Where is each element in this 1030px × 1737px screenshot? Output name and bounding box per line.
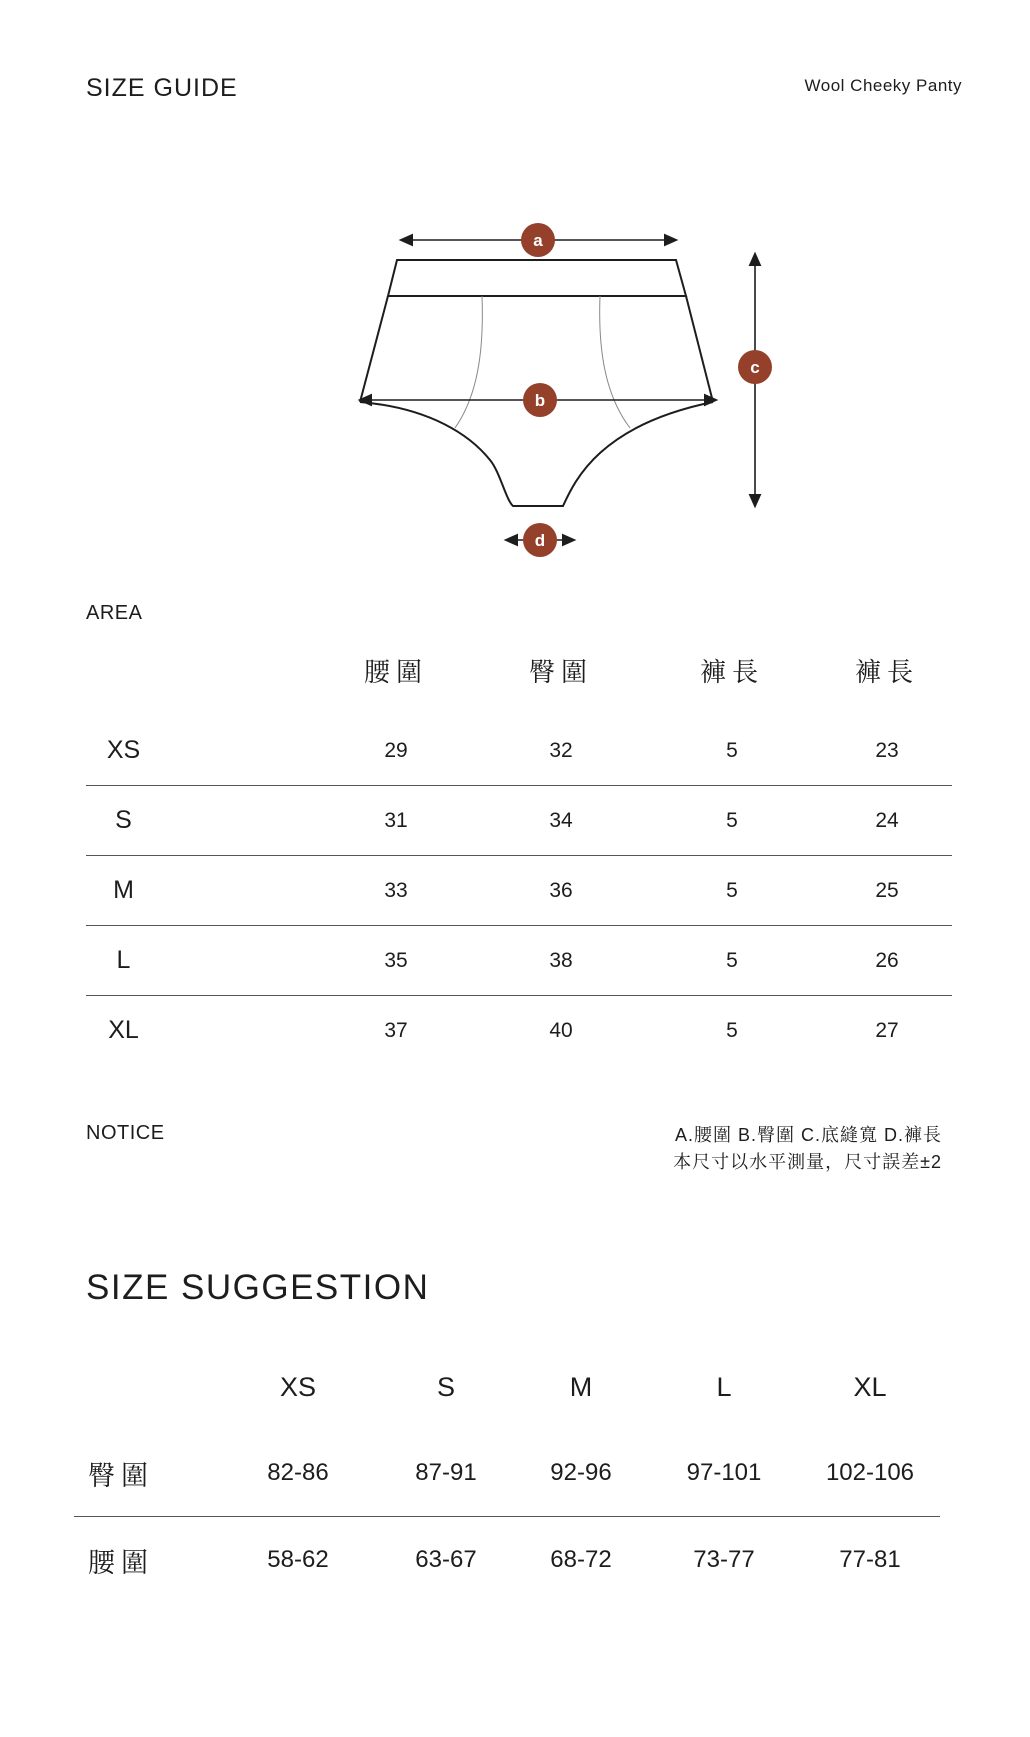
panty-diagram [0, 210, 1030, 570]
cell: 35 [384, 948, 408, 972]
size-label: S [115, 806, 132, 834]
size-label: XS [106, 736, 141, 764]
cell: 73-77 [693, 1546, 755, 1573]
size-header: XS [279, 1372, 317, 1402]
row-label: 臀圍 [88, 1460, 154, 1491]
cell: 27 [875, 1018, 899, 1042]
table-row [86, 786, 952, 856]
cell: 38 [549, 948, 573, 972]
marker-b-label: b [534, 391, 546, 410]
cell: 25 [875, 878, 899, 902]
table-row [74, 1517, 940, 1603]
area-col-length-d: 褲長 [854, 656, 919, 687]
cell: 23 [875, 738, 899, 762]
cell: 34 [549, 808, 573, 832]
notice-label: NOTICE [86, 1122, 165, 1144]
table-row [86, 926, 952, 996]
notice-text [673, 1122, 942, 1176]
area-col-length-c: 褲長 [699, 656, 764, 687]
table-row [86, 716, 952, 786]
size-header: S [436, 1372, 455, 1402]
size-header: M [569, 1372, 593, 1402]
page-title: SIZE GUIDE [86, 74, 238, 102]
cell: 92-96 [550, 1459, 612, 1486]
marker-a [521, 223, 555, 257]
size-header: L [716, 1372, 732, 1402]
size-label: L [116, 946, 131, 974]
area-table-header [86, 640, 952, 700]
cell: 77-81 [839, 1546, 901, 1573]
marker-c [738, 350, 772, 384]
size-label: M [113, 876, 134, 904]
area-col-waist: 腰圍 [363, 656, 428, 687]
cell: 58-62 [267, 1546, 329, 1573]
marker-a-label: a [533, 231, 543, 250]
cell: 63-67 [415, 1546, 477, 1573]
product-name: Wool Cheeky Panty [804, 76, 962, 95]
notice-line-2: 本尺寸以水平測量，尺寸誤差±2 [673, 1152, 942, 1172]
cell: 32 [549, 738, 573, 762]
suggestion-header [74, 1350, 940, 1430]
cell: 5 [726, 878, 738, 902]
notice-line-1: A.腰圍 B.臀圍 C.底縫寬 D.褲長 [674, 1125, 942, 1145]
cell: 5 [726, 808, 738, 832]
garment-outline [360, 260, 713, 506]
cell: 33 [384, 878, 408, 902]
table-row [74, 1430, 940, 1517]
marker-d-label: d [534, 531, 546, 550]
cell: 36 [549, 878, 573, 902]
cell: 31 [384, 808, 408, 832]
marker-d [523, 523, 557, 557]
cell: 37 [384, 1018, 408, 1042]
cell: 82-86 [267, 1459, 329, 1486]
cell: 24 [875, 808, 899, 832]
row-label: 腰圍 [88, 1547, 154, 1578]
table-row [86, 856, 952, 926]
cell: 29 [384, 738, 408, 762]
cell: 26 [875, 948, 899, 972]
marker-c-label: c [750, 358, 760, 377]
area-label: AREA [86, 602, 143, 624]
table-row [86, 996, 952, 1065]
cell: 68-72 [550, 1546, 612, 1573]
suggestion-title: SIZE SUGGESTION [86, 1268, 430, 1307]
marker-b [523, 383, 557, 417]
area-table [86, 640, 952, 1065]
cell: 40 [549, 1018, 573, 1042]
area-col-hip: 臀圍 [528, 656, 593, 687]
cell: 5 [726, 738, 738, 762]
size-header: XL [853, 1372, 887, 1402]
suggestion-table [74, 1350, 940, 1603]
cell: 102-106 [825, 1459, 915, 1486]
cell: 5 [726, 1018, 738, 1042]
cell: 5 [726, 948, 738, 972]
cell: 87-91 [415, 1459, 477, 1486]
cell: 97-101 [686, 1459, 762, 1486]
size-label: XL [108, 1016, 139, 1044]
